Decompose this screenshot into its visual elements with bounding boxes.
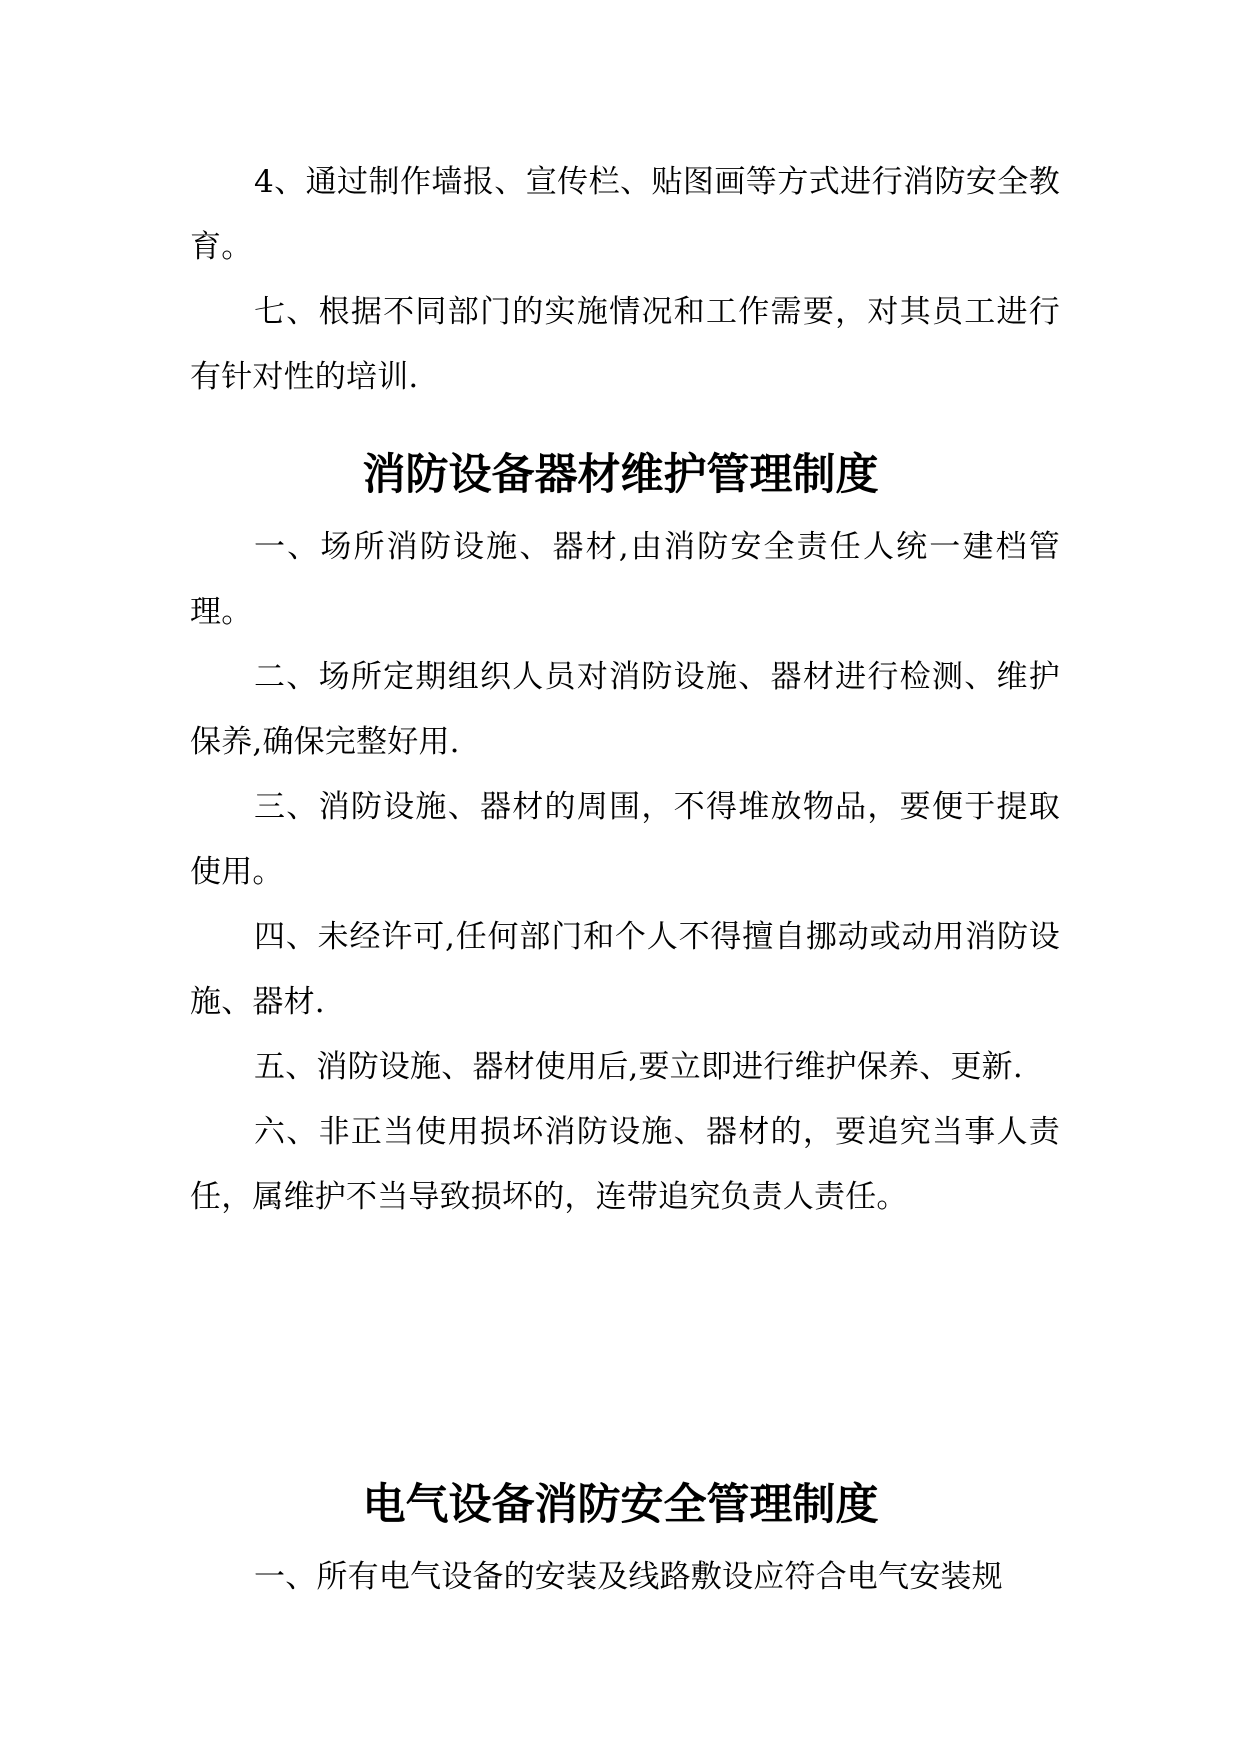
intro-paragraph-1: 4、通过制作墙报、宣传栏、贴图画等方式进行消防安全教育。	[190, 164, 1060, 265]
equipment-paragraph-2: 二、场所定期组织人员对消防设施、器材进行检测、维护保养,确保完整好用.	[190, 659, 1060, 760]
equipment-paragraph-3: 三、消防设施、器材的周围，不得堆放物品，要便于提取使用。	[190, 789, 1060, 890]
equipment-paragraph-5: 五、消防设施、器材使用后,要立即进行维护保养、更新.	[254, 1049, 1023, 1085]
equipment-paragraph-1: 一、场所消防设施、器材,由消防安全责任人统一建档管理。	[190, 529, 1060, 630]
intro-paragraph-2: 七、根据不同部门的实施情况和工作需要，对其员工进行有针对性的培训.	[190, 294, 1060, 395]
equipment-section-title: 消防设备器材维护管理制度	[362, 450, 879, 500]
electrical-section-title: 电气设备消防安全管理制度	[362, 1480, 879, 1530]
equipment-paragraph-4: 四、未经许可,任何部门和个人不得擅自挪动或动用消防设施、器材.	[190, 919, 1060, 1020]
electrical-paragraph-1: 一、所有电气设备的安装及线路敷设应符合电气安装规	[254, 1559, 1003, 1595]
equipment-paragraph-6: 六、非正当使用损坏消防设施、器材的，要追究当事人责任，属维护不当导致损坏的，连带追究负责人责任。	[190, 1114, 1060, 1215]
